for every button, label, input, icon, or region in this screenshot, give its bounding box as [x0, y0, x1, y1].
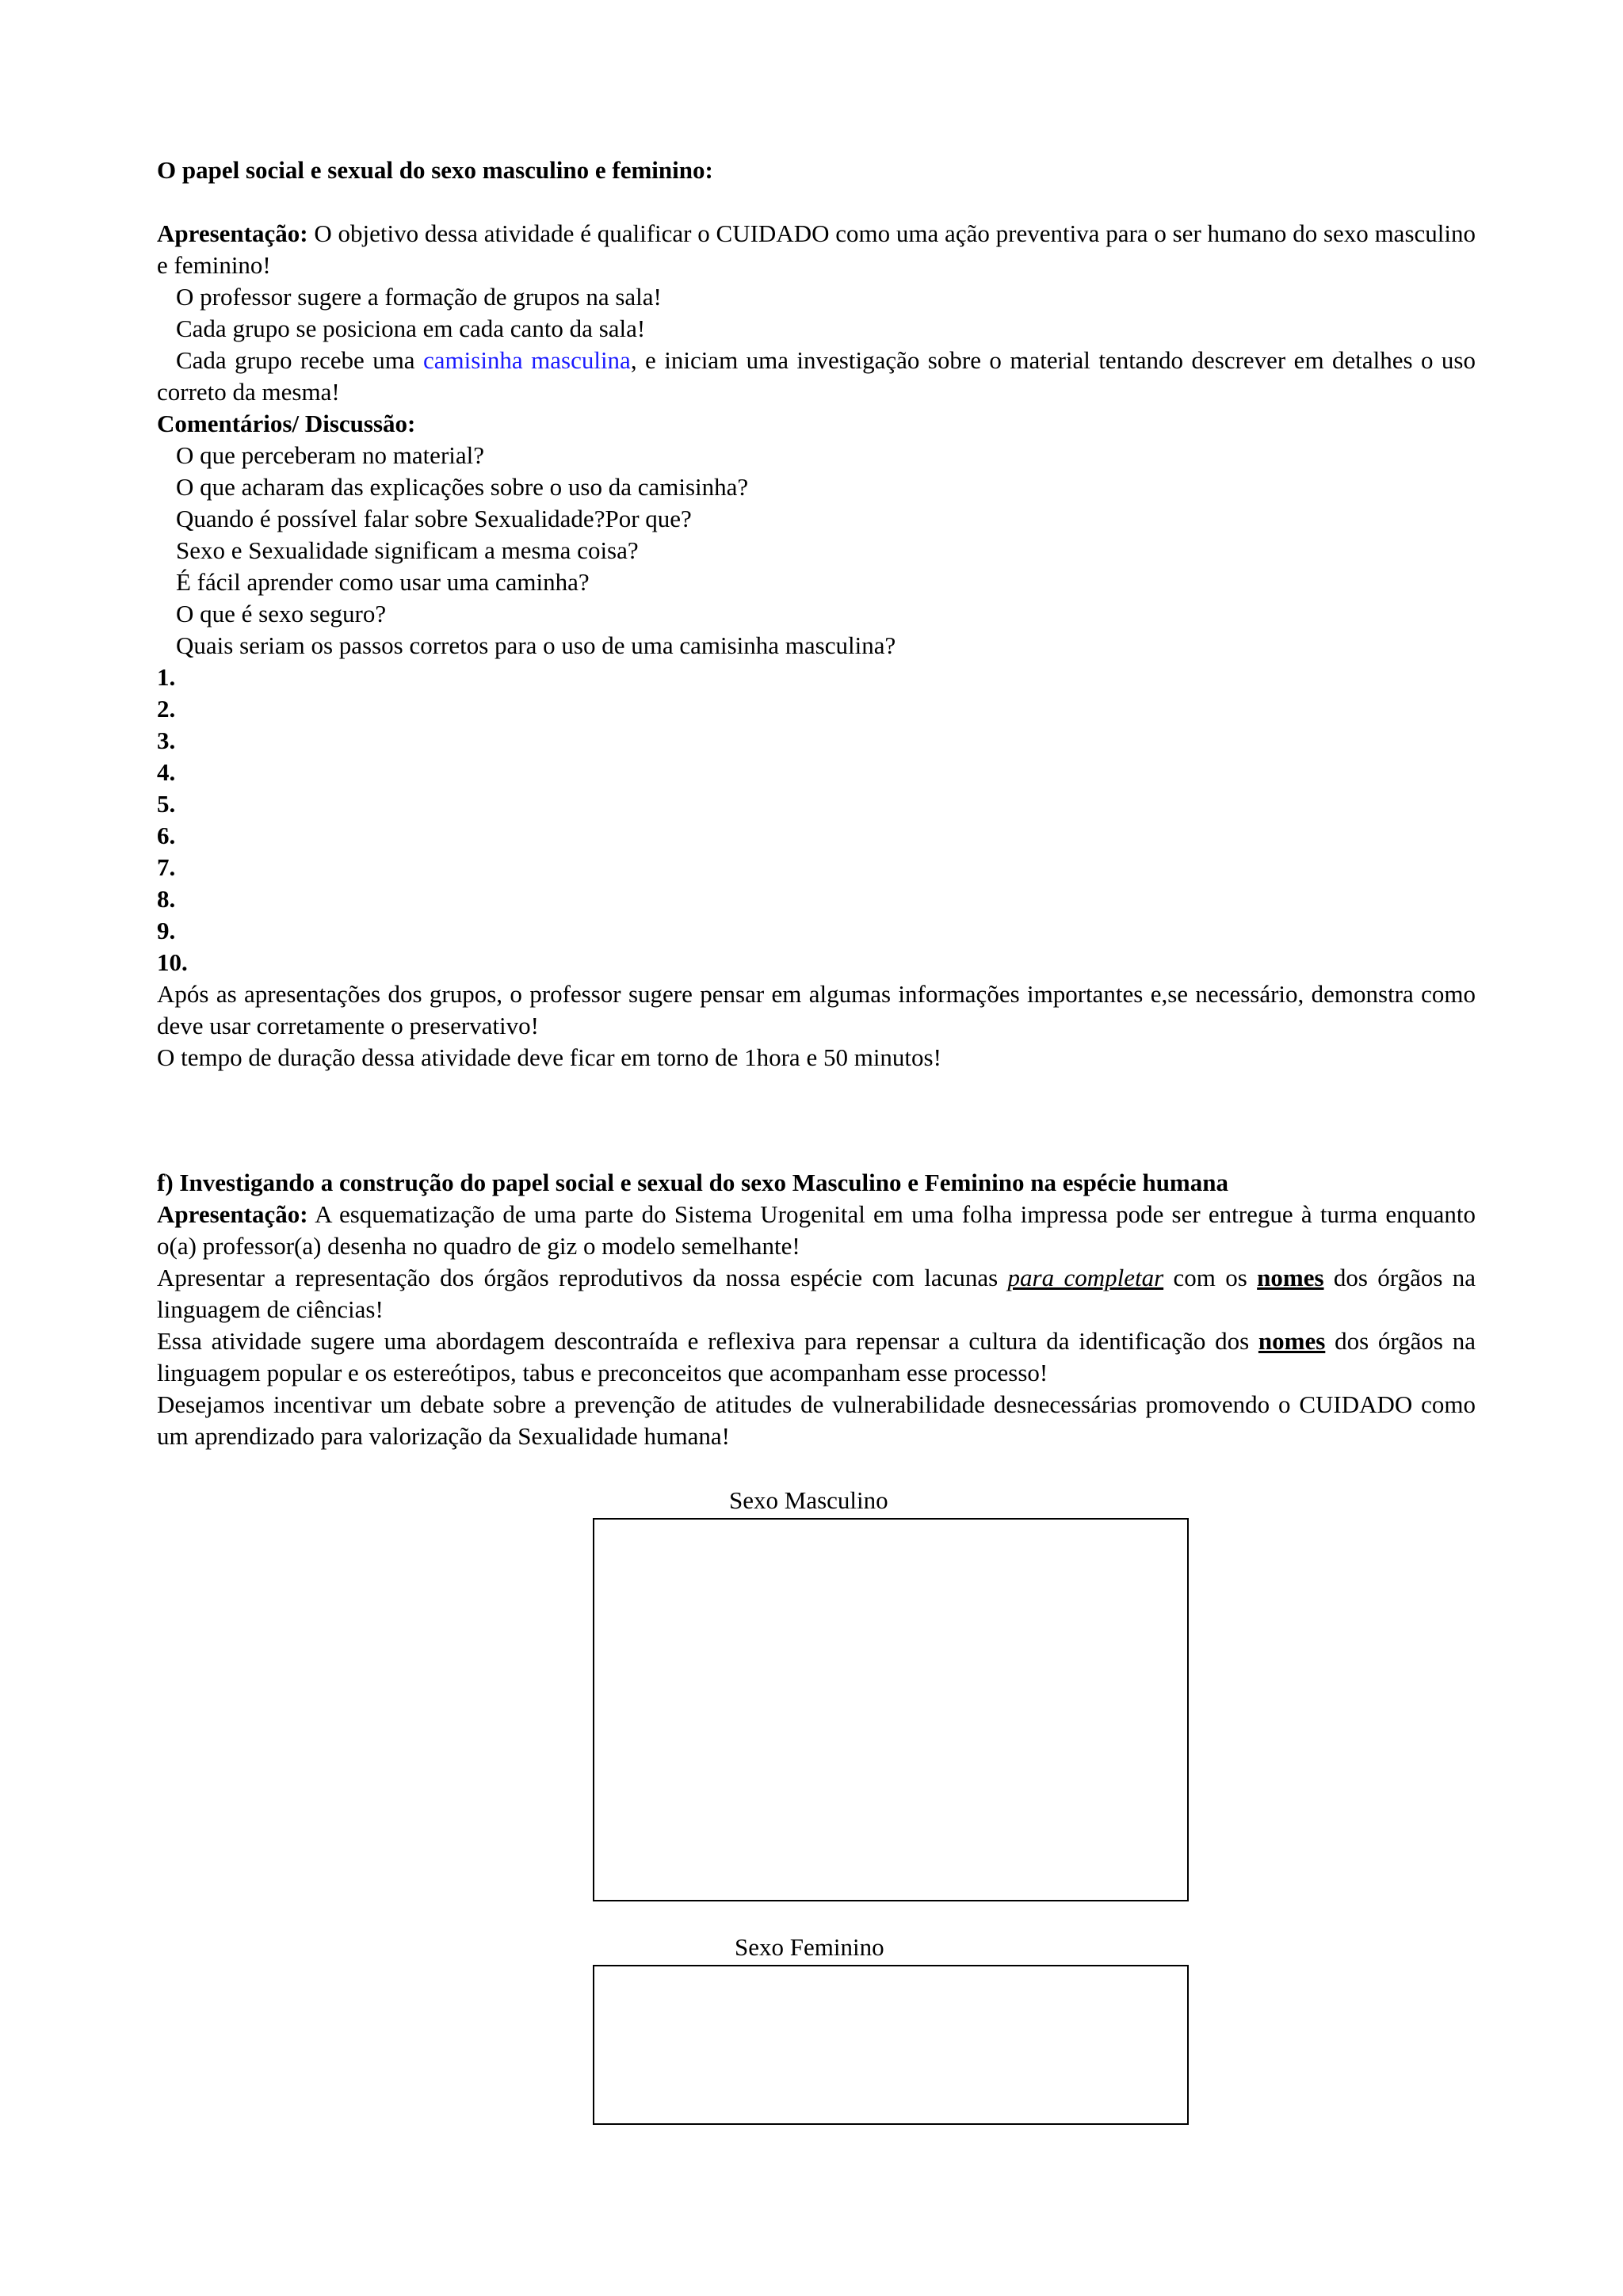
- para-text: Essa atividade sugere uma abordagem descontraída e reflexiva para repensar a cultura da identificação dos: [157, 1327, 1258, 1355]
- numbered-item: 1.: [157, 663, 176, 691]
- numbered-item: 2.: [157, 695, 176, 723]
- para-emphasis: para completar: [1007, 1264, 1164, 1291]
- question: É fácil aprender como usar uma caminha?: [176, 568, 590, 596]
- section-2: [157, 1167, 1476, 1452]
- group-instruction-highlight: camisinha masculina: [423, 346, 631, 374]
- para-text: dos órgãos na linguagem popular e os estereótipos, tabus e preconceitos que acompanham esse processo!: [157, 1327, 1476, 1386]
- numbered-item: 3.: [157, 727, 176, 754]
- section-2-presentation: [157, 1199, 1476, 1262]
- numbered-item: 10.: [157, 948, 188, 976]
- question: O que acharam das explicações sobre o uso da camisinha?: [176, 473, 749, 501]
- numbered-item: 7.: [157, 853, 176, 881]
- spacer: [157, 186, 1476, 218]
- para-strong: nomes: [1258, 1327, 1326, 1355]
- male-figure-box: [593, 1518, 1189, 1901]
- numbered-item: 9.: [157, 917, 176, 944]
- numbered-item: 4.: [157, 758, 176, 786]
- question: O que perceberam no material?: [176, 441, 485, 469]
- step-1: O professor sugere a formação de grupos na sala!: [176, 283, 662, 311]
- para-strong: nomes: [1257, 1264, 1324, 1291]
- numbered-item: 6.: [157, 822, 176, 849]
- section-2-paragraph-2: [157, 1262, 1476, 1325]
- section-2-title: f) Investigando a construção do papel social e sexual do sexo Masculino e Feminino na espécie humana: [157, 1169, 1228, 1196]
- presentation-label: Apresentação:: [157, 1200, 308, 1228]
- para-text: dos órgãos na linguagem de ciências!: [157, 1264, 1476, 1323]
- section-1-presentation: [157, 218, 1476, 281]
- duration: O tempo de duração dessa atividade deve ficar em torno de 1hora e 50 minutos!: [157, 1043, 941, 1071]
- female-figure-label: Sexo Feminino: [735, 1933, 884, 1961]
- presentation-label: Apresentação:: [157, 219, 308, 247]
- para-text: com os: [1163, 1264, 1258, 1291]
- steps-numbered-list: [157, 662, 1476, 978]
- question: Sexo e Sexualidade significam a mesma coisa?: [176, 536, 639, 564]
- question: Quais seriam os passos corretos para o uso de uma camisinha masculina?: [176, 631, 896, 659]
- numbered-item: 5.: [157, 790, 176, 818]
- section-1: [157, 154, 1476, 1074]
- section-2-paragraph-3: [157, 1325, 1476, 1389]
- question: Quando é possível falar sobre Sexualidade?Por que?: [176, 505, 692, 532]
- para-text: Apresentar a representação dos órgãos reprodutivos da nossa espécie com lacunas: [157, 1264, 1008, 1291]
- group-instruction-after: , e iniciam uma investigação sobre o material tentando descrever em detalhes o uso correto da mesma!: [157, 346, 1476, 406]
- numbered-item: 8.: [157, 885, 176, 913]
- group-instruction-before: Cada grupo recebe uma: [176, 346, 424, 374]
- group-instruction: [157, 345, 1476, 408]
- after-presentations: Após as apresentações dos grupos, o professor sugere pensar em algumas informações importantes e,se necessário, demonstra como deve usar corretamente o preservativo!: [157, 980, 1476, 1039]
- female-figure-box: [593, 1965, 1189, 2125]
- step-2: Cada grupo se posiciona em cada canto da sala!: [176, 315, 646, 342]
- question: O que é sexo seguro?: [176, 600, 387, 627]
- comments-label: Comentários/ Discussão:: [157, 410, 416, 437]
- section-2-paragraph-4: Desejamos incentivar um debate sobre a prevenção de atitudes de vulnerabilidade desnecessárias promovendo o CUIDADO como um aprendizado para valorização da Sexualidade humana!: [157, 1390, 1476, 1450]
- section-1-title: O papel social e sexual do sexo masculino e feminino:: [157, 156, 713, 184]
- presentation-text: A esquematização de uma parte do Sistema Urogenital em uma folha impressa pode ser entregue à turma enquanto o(a) professor(a) desenha no quadro de giz o modelo semelhante!: [157, 1200, 1476, 1260]
- male-figure-label: Sexo Masculino: [729, 1486, 888, 1514]
- presentation-text: O objetivo dessa atividade é qualificar o CUIDADO como uma ação preventiva para o ser humano do sexo masculino e feminino!: [157, 219, 1476, 279]
